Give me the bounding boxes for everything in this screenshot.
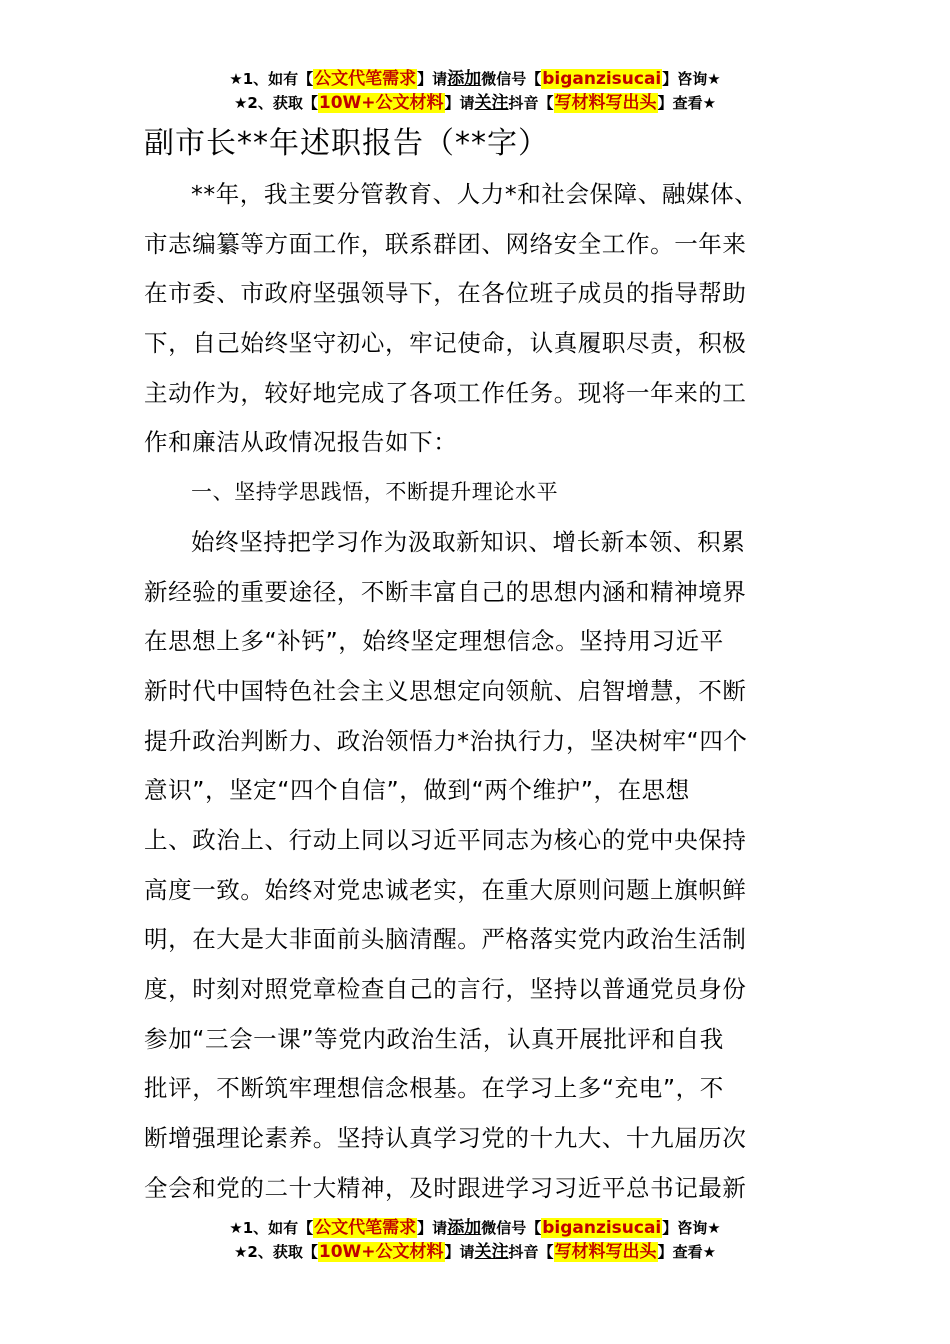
body-line: 高度一致。始终对党忠诚老实，在重大原则问题上旗帜鲜 — [144, 875, 747, 904]
banner-line-2 — [0, 91, 950, 115]
body-line: 上、政治上、行动上同以习近平同志为核心的党中央保持 — [144, 825, 747, 854]
banner-underline: 关注 — [474, 93, 509, 113]
banner-highlight: 10W+公文材料 — [318, 1242, 444, 1262]
banner-text: 】请 — [417, 70, 448, 88]
top-banner — [0, 67, 950, 115]
banner-text: 】查看★ — [657, 94, 717, 112]
body-line: 作和廉洁从政情况报告如下： — [144, 428, 458, 457]
body-line: 度，时刻对照党章检查自己的言行，坚持以普通党员身份 — [144, 975, 747, 1003]
banner-wechat-id: biganzisucai — [542, 69, 662, 89]
banner-text: 】请 — [417, 1219, 448, 1237]
body-line: 明，在大是大非面前头脑清醒。严格落实党内政治生活制 — [144, 925, 747, 954]
body-line: 下，自己始终坚守初心，牢记使命，认真履职尽责，积极 — [144, 329, 747, 358]
banner-highlight: 10W+公文材料 — [318, 93, 444, 113]
banner-douyin-id: 写材料写出头 — [554, 93, 657, 113]
body-line: 始终坚持把学习作为汲取新知识、增长新本领、积累 — [191, 527, 746, 556]
banner-text: 抖音【 — [508, 94, 554, 112]
banner-text: 微信号【 — [481, 1219, 542, 1237]
body-line: 全会和党的二十大精神，及时跟进学习习近平总书记最新 — [144, 1173, 747, 1202]
banner-highlight: 公文代笔需求 — [314, 1218, 417, 1238]
banner-line-1 — [0, 1216, 950, 1240]
banner-text: ★2、获取【 — [233, 1243, 318, 1261]
body-line: 主动作为，较好地完成了各项工作任务。现将一年来的工 — [144, 378, 747, 407]
banner-text: 】咨询★ — [662, 1219, 721, 1237]
body-line: 提升政治判断力、政治领悟力*治执行力，坚决树牢“四个 — [144, 726, 748, 755]
document-title: 副市长**年述职报告（**字） — [144, 126, 549, 161]
body-line: 在思想上多“补钙”，始终坚定理想信念。坚持用习近平 — [144, 627, 724, 656]
banner-line-2 — [0, 1240, 950, 1264]
banner-text: 】咨询★ — [662, 70, 721, 88]
banner-douyin-id: 写材料写出头 — [554, 1242, 657, 1262]
body-line: 意识”，坚定“四个自信”，做到“两个维护”，在思想 — [144, 776, 690, 805]
body-line: 新时代中国特色社会主义思想定向领航、启智增慧，不断 — [144, 676, 747, 705]
banner-underline: 添加 — [447, 1218, 482, 1238]
body-line: 市志编纂等方面工作，联系群团、网络安全工作。一年来 — [144, 229, 747, 258]
banner-text: ★1、如有【 — [229, 1219, 314, 1237]
banner-text: 】查看★ — [657, 1243, 717, 1261]
banner-line-1 — [0, 67, 950, 91]
banner-highlight: 公文代笔需求 — [314, 69, 417, 89]
document-body — [144, 170, 814, 1213]
banner-underline: 添加 — [447, 69, 482, 89]
banner-text: 抖音【 — [508, 1243, 554, 1261]
body-line: 断增强理论素养。坚持认真学习党的十九大、十九届历次 — [144, 1124, 747, 1153]
bottom-banner — [0, 1216, 950, 1264]
body-line: 参加“三会一课”等党内政治生活，认真开展批评和自我 — [144, 1024, 724, 1053]
body-line: 批评，不断筑牢理想信念根基。在学习上多“充电”，不 — [144, 1074, 724, 1103]
banner-text: ★1、如有【 — [229, 70, 314, 88]
banner-underline: 关注 — [474, 1242, 509, 1262]
banner-text: ★2、获取【 — [233, 94, 318, 112]
banner-text: 】请 — [444, 94, 475, 112]
section-heading: 一、坚持学思践悟，不断提升理论水平 — [191, 480, 559, 505]
banner-text: 】请 — [444, 1243, 475, 1261]
body-line: 在市委、市政府坚强领导下，在各位班子成员的指导帮助 — [144, 279, 747, 308]
banner-wechat-id: biganzisucai — [542, 1218, 662, 1238]
body-line: 新经验的重要途径，不断丰富自己的思想内涵和精神境界 — [144, 577, 747, 606]
banner-text: 微信号【 — [481, 70, 542, 88]
body-line: **年，我主要分管教育、人力*和社会保障、融媒体、 — [191, 180, 759, 208]
